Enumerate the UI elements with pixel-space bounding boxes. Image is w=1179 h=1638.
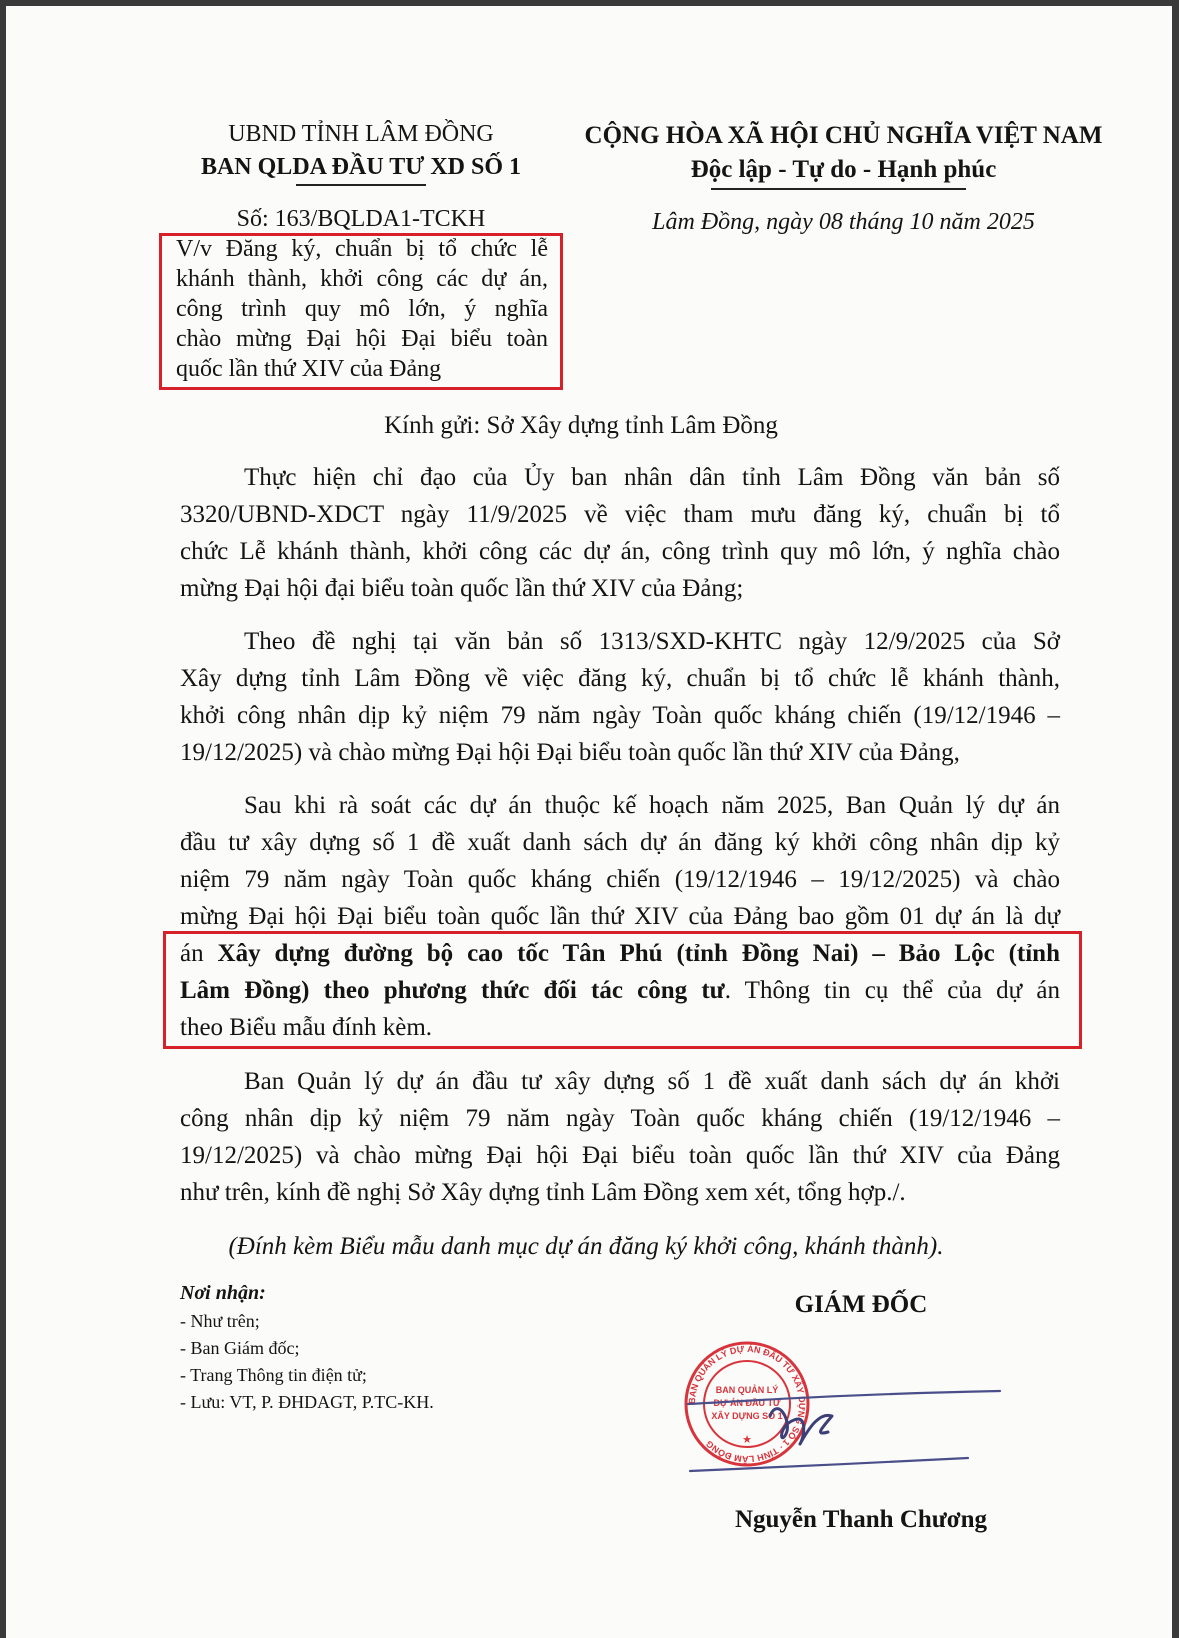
- paragraph-line: mừng Đại hội Đại biểu toàn quốc lần thứ XIV của Đảng bao gồm 01 dự án là dự: [180, 903, 1060, 930]
- header-left-underline: [296, 184, 426, 186]
- paragraph-line: như trên, kính đề nghị Sở Xây dựng tỉnh Lâm Đồng xem xét, tổng hợp./.: [180, 1179, 906, 1206]
- issuing-authority: UBND TỈNH LÂM ĐỒNG: [228, 121, 494, 147]
- recipient-item: - Như trên;: [180, 1311, 260, 1331]
- paragraph-line: Theo đề nghị tại văn bản số 1313/SXD-KHTC ngày 12/9/2025 của Sở: [244, 628, 1060, 655]
- svg-text:★: ★: [742, 1434, 752, 1446]
- attachment-note: (Đính kèm Biểu mẫu danh mục dự án đăng ký khởi công, khánh thành).: [228, 1233, 944, 1260]
- paragraph-line: Thực hiện chỉ đạo của Ủy ban nhân dân tỉnh Lâm Đồng văn bản số: [244, 464, 1060, 491]
- seal-inner-text: BAN QUẢN LÝ: [715, 1385, 779, 1395]
- signer-title: GIÁM ĐỐC: [794, 1291, 928, 1318]
- subject-line: chào mừng Đại hội Đại biểu toàn: [176, 326, 548, 352]
- subject-line: V/v Đăng ký, chuẩn bị tổ chức lễ: [176, 236, 548, 262]
- document-date: Lâm Đồng, ngày 08 tháng 10 năm 2025: [652, 209, 1035, 235]
- seal-inner-text: XÂY DỰNG SỐ 1: [711, 1411, 783, 1421]
- national-title: CỘNG HÒA XÃ HỘI CHỦ NGHĨA VIỆT NAM: [584, 122, 1103, 149]
- issuing-agency: BAN QLDA ĐẦU TƯ XD SỐ 1: [200, 154, 522, 180]
- paragraph-line: 19/12/2025) và chào mừng Đại hội Đại biểu toàn quốc lần thứ XIV của Đảng,: [180, 739, 960, 766]
- project-line: [180, 977, 1060, 1005]
- recipients-title: Nơi nhận:: [180, 1282, 266, 1304]
- paragraph-line: niệm 79 năm ngày Toàn quốc kháng chiến (19/12/1946 – 19/12/2025) và chào: [180, 866, 1060, 893]
- subject-line: quốc lần thứ XIV của Đảng: [176, 356, 442, 382]
- document-number: Số: 163/BQLDA1-TCKH: [236, 206, 486, 232]
- paragraph-line: Sau khi rà soát các dự án thuộc kế hoạch năm 2025, Ban Quản lý dự án: [244, 792, 1060, 819]
- paragraph-line: chức Lễ khánh thành, khởi công các dự án, công trình quy mô lớn, ý nghĩa chào: [180, 538, 1060, 565]
- project-name-part1: Xây dựng đường bộ cao tốc Tân Phú (tỉnh Đồng Nai) – Bảo Lộc (tỉnh: [217, 940, 1060, 967]
- project-name-part2: Lâm Đồng) theo phương thức đối tác công tư: [180, 977, 725, 1004]
- paragraph-line: mừng Đại hội đại biểu toàn quốc lần thứ XIV của Đảng;: [180, 575, 744, 602]
- project-info-text: . Thông tin cụ thể của dự án: [724, 977, 1061, 1004]
- handwritten-signature: [682, 1356, 1022, 1496]
- seal-ring-text: BAN QUẢN LÝ DỰ ÁN ĐẦU TƯ XÂY DỰNG SỐ 1 · TỈNH LÂM ĐỒNG: [686, 1343, 808, 1465]
- signer-name: Nguyễn Thanh Chương: [734, 1506, 988, 1533]
- paragraph-line: Ban Quản lý dự án đầu tư xây dựng số 1 đề xuất danh sách dự án khởi: [244, 1068, 1060, 1095]
- paragraph-line: công nhân dịp kỷ niệm 79 năm ngày Toàn quốc kháng chiến (19/12/1946 –: [180, 1105, 1060, 1132]
- national-motto: Độc lập - Tự do - Hạnh phúc: [690, 156, 997, 183]
- header-right-underline: [711, 188, 966, 190]
- subject-line: khánh thành, khởi công các dự án,: [176, 266, 548, 292]
- project-prefix: án: [180, 940, 218, 967]
- recipient-item: - Trang Thông tin điện tử;: [180, 1365, 367, 1385]
- paragraph-line: đầu tư xây dựng số 1 đề xuất danh sách dự án đăng ký khởi công nhân dịp kỷ: [180, 829, 1060, 856]
- document-page: [6, 6, 1172, 1638]
- subject-line: công trình quy mô lớn, ý nghĩa: [176, 296, 548, 322]
- paragraph-line: khởi công nhân dịp kỷ niệm 79 năm ngày Toàn quốc kháng chiến (19/12/1946 –: [180, 702, 1060, 729]
- recipient-item: - Lưu: VT, P. ĐHDAGT, P.TC-KH.: [180, 1392, 434, 1412]
- paragraph-line: Xây dựng tỉnh Lâm Đồng về việc đăng ký, chuẩn bị tổ chức lễ khánh thành,: [180, 665, 1060, 692]
- project-line: [180, 940, 1060, 968]
- paragraph-line: 19/12/2025) và chào mừng Đại hội Đại biểu toàn quốc lần thứ XIV của Đảng: [180, 1142, 1060, 1169]
- project-line: theo Biểu mẫu đính kèm.: [180, 1014, 433, 1041]
- recipient-item: - Ban Giám đốc;: [180, 1338, 300, 1358]
- seal-inner-text: DỰ ÁN ĐẦU TƯ: [713, 1398, 781, 1408]
- paragraph-line: 3320/UBND-XDCT ngày 11/9/2025 về việc tham mưu đăng ký, chuẩn bị tổ: [180, 501, 1060, 528]
- greeting: Kính gửi: Sở Xây dựng tỉnh Lâm Đồng: [384, 412, 778, 439]
